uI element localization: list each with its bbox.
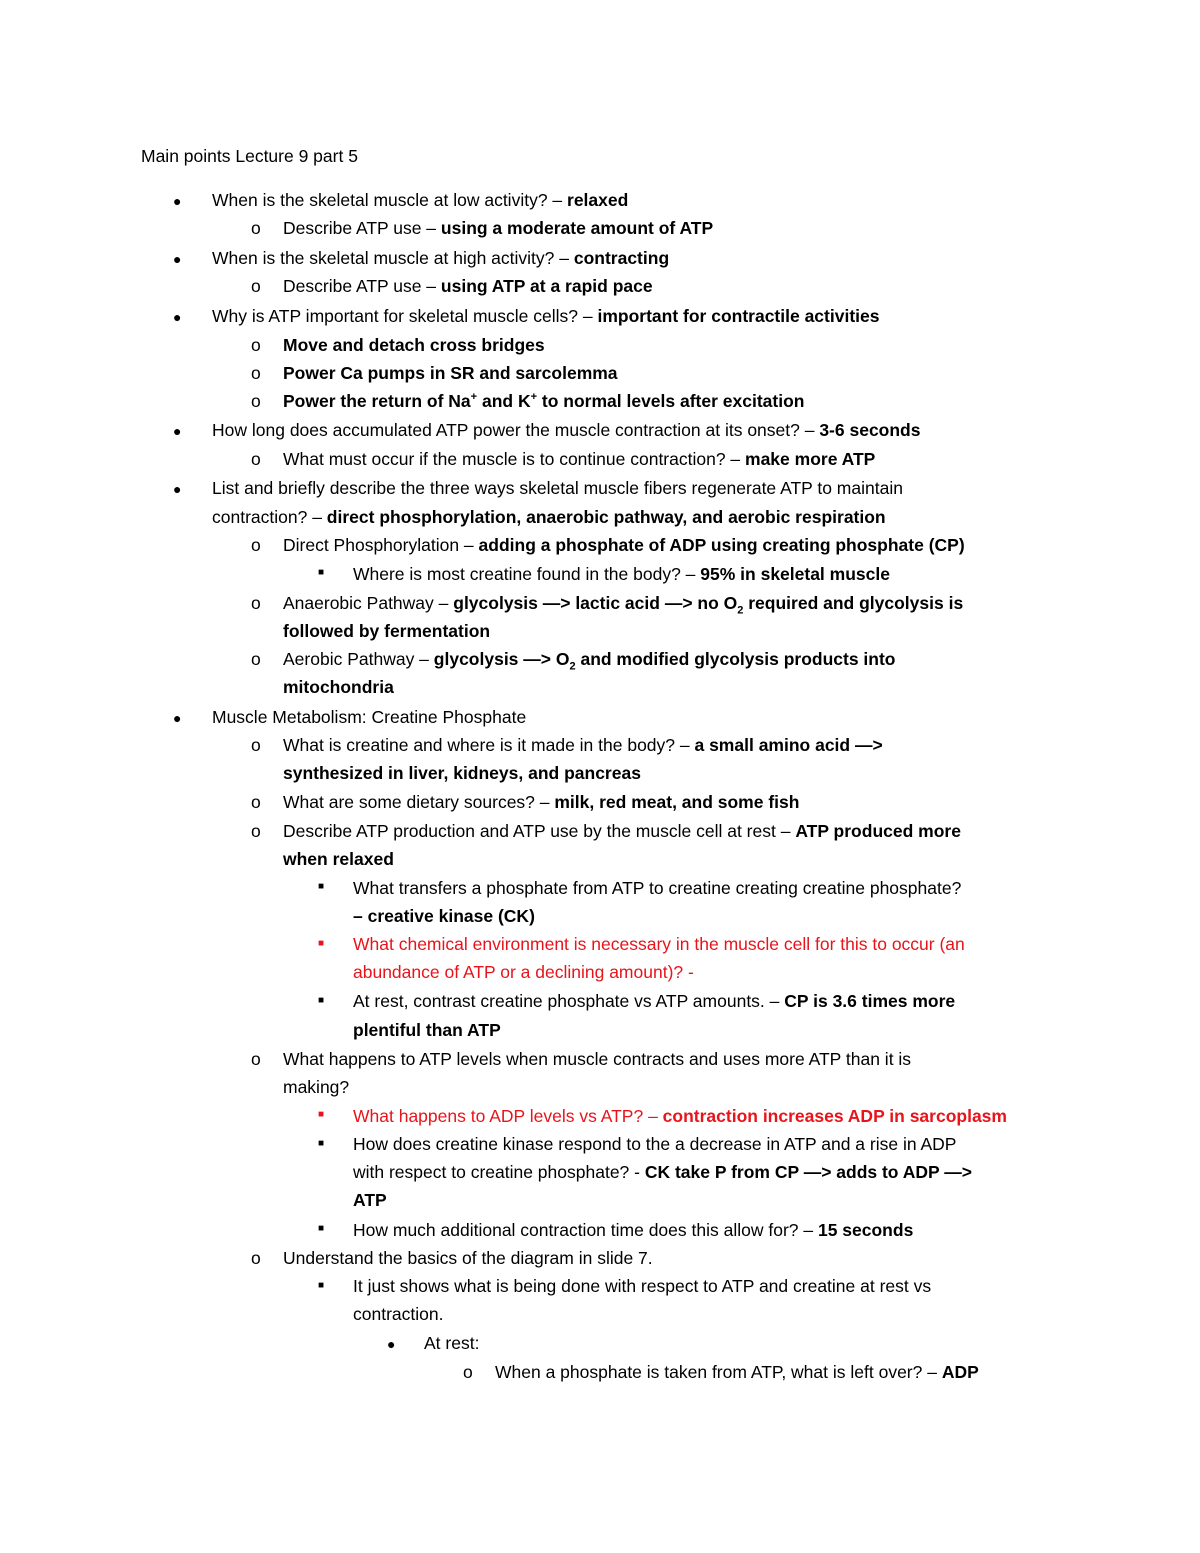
list-item: Direct Phosphorylation – adding a phosphate of ADP using creating phosphate (CP): [283, 535, 965, 555]
list-item: Why is ATP important for skeletal muscle cells? – important for contractile activities: [212, 306, 880, 326]
list-item-continuation: ATP: [353, 1190, 387, 1210]
square-marker: ■: [318, 938, 325, 949]
list-item-continuation: with respect to creatine phosphate? - CK take P from CP —> adds to ADP —>: [353, 1162, 972, 1182]
square-marker: ■: [318, 1223, 325, 1234]
bullet-marker: ●: [173, 309, 182, 325]
list-item: It just shows what is being done with respect to ATP and creatine at rest vs: [353, 1276, 932, 1296]
list-item: Describe ATP use – using ATP at a rapid pace: [283, 276, 653, 296]
list-item: What transfers a phosphate from ATP to creatine creating creatine phosphate?: [353, 878, 962, 898]
list-item: List and briefly describe the three ways skeletal muscle fibers regenerate ATP to maintain: [212, 478, 903, 498]
list-item: What is creatine and where is it made in the body? – a small amino acid —>: [283, 735, 883, 755]
list-item: What happens to ADP levels vs ATP? – contraction increases ADP in sarcoplasm: [353, 1106, 1007, 1126]
bullet-marker: ●: [387, 1336, 396, 1352]
bullet-marker: ●: [173, 481, 182, 497]
list-item-continuation: mitochondria: [283, 677, 394, 697]
list-item-continuation: contraction? – direct phosphorylation, anaerobic pathway, and aerobic respiration: [212, 507, 886, 527]
list-item: Muscle Metabolism: Creatine Phosphate: [212, 707, 527, 727]
list-item: How much additional contraction time does this allow for? – 15 seconds: [353, 1220, 914, 1240]
circle-marker: o: [251, 735, 261, 755]
list-item-continuation: when relaxed: [283, 849, 394, 869]
square-marker: ■: [318, 995, 325, 1006]
circle-marker: o: [251, 276, 261, 296]
list-item: Move and detach cross bridges: [283, 335, 545, 355]
circle-marker: o: [251, 821, 261, 841]
circle-marker: o: [251, 449, 261, 469]
list-item: How does creatine kinase respond to the a decrease in ATP and a rise in ADP: [353, 1134, 957, 1154]
square-marker: ■: [318, 1138, 325, 1149]
list-item-continuation: followed by fermentation: [283, 621, 491, 641]
list-item: Anaerobic Pathway – glycolysis —> lactic acid —> no $O_2$ required and glycolysis is: [283, 593, 964, 617]
list-item: Where is most creatine found in the body? – 95% in skeletal muscle: [353, 564, 890, 584]
square-marker: ■: [318, 881, 325, 892]
square-marker: ■: [318, 1109, 325, 1120]
list-item: Describe ATP production and ATP use by the muscle cell at rest – ATP produced more: [283, 821, 961, 841]
circle-marker: o: [251, 218, 261, 238]
list-item: Power Ca pumps in SR and sarcolemma: [283, 363, 618, 383]
list-item: What are some dietary sources? – milk, red meat, and some fish: [283, 792, 800, 812]
list-item: What must occur if the muscle is to continue contraction? – make more ATP: [283, 449, 876, 469]
list-item-continuation: abundance of ATP or a declining amount)? -: [353, 962, 694, 982]
list-item: When a phosphate is taken from ATP, what is left over? – ADP: [495, 1362, 979, 1382]
circle-marker: o: [251, 391, 261, 411]
bullet-marker: ●: [173, 423, 182, 439]
circle-marker: o: [251, 593, 261, 613]
list-item-continuation: – creative kinase (CK): [353, 906, 535, 926]
list-item-continuation: synthesized in liver, kidneys, and pancreas: [283, 763, 641, 783]
list-item: How long does accumulated ATP power the muscle contraction at its onset? – 3-6 seconds: [212, 420, 921, 440]
circle-marker: o: [251, 792, 261, 812]
square-marker: ■: [318, 1280, 325, 1291]
list-item: Understand the basics of the diagram in slide 7.: [283, 1248, 653, 1268]
circle-marker: o: [251, 649, 261, 669]
list-item-continuation: making?: [283, 1077, 350, 1097]
bullet-marker: ●: [173, 193, 182, 209]
list-item: What chemical environment is necessary in the muscle cell for this to occur (an: [353, 934, 965, 954]
circle-marker: o: [251, 335, 261, 355]
circle-marker: o: [251, 1049, 261, 1069]
bullet-marker: ●: [173, 251, 182, 267]
list-item: When is the skeletal muscle at high activity? – contracting: [212, 248, 670, 268]
list-item: Power the return of Na+ and K+ to normal levels after excitation: [283, 391, 805, 411]
list-item: Aerobic Pathway – glycolysis —> $O_2$ and modified glycolysis products into: [283, 649, 896, 673]
list-item: At rest:: [424, 1333, 480, 1353]
circle-marker: o: [251, 363, 261, 383]
circle-marker: o: [463, 1362, 473, 1382]
circle-marker: o: [251, 535, 261, 555]
page-title: Main points Lecture 9 part 5: [141, 146, 358, 166]
list-item: When is the skeletal muscle at low activity? – relaxed: [212, 190, 629, 210]
square-marker: ■: [318, 567, 325, 578]
list-item: What happens to ATP levels when muscle contracts and uses more ATP than it is: [283, 1049, 912, 1069]
list-item-continuation: contraction.: [353, 1304, 444, 1324]
list-item: At rest, contrast creatine phosphate vs ATP amounts. – CP is 3.6 times more: [353, 991, 956, 1011]
circle-marker: o: [251, 1248, 261, 1268]
bullet-marker: ●: [173, 710, 182, 726]
list-item: Describe ATP use – using a moderate amount of ATP: [283, 218, 714, 238]
list-item-continuation: plentiful than ATP: [353, 1020, 501, 1040]
